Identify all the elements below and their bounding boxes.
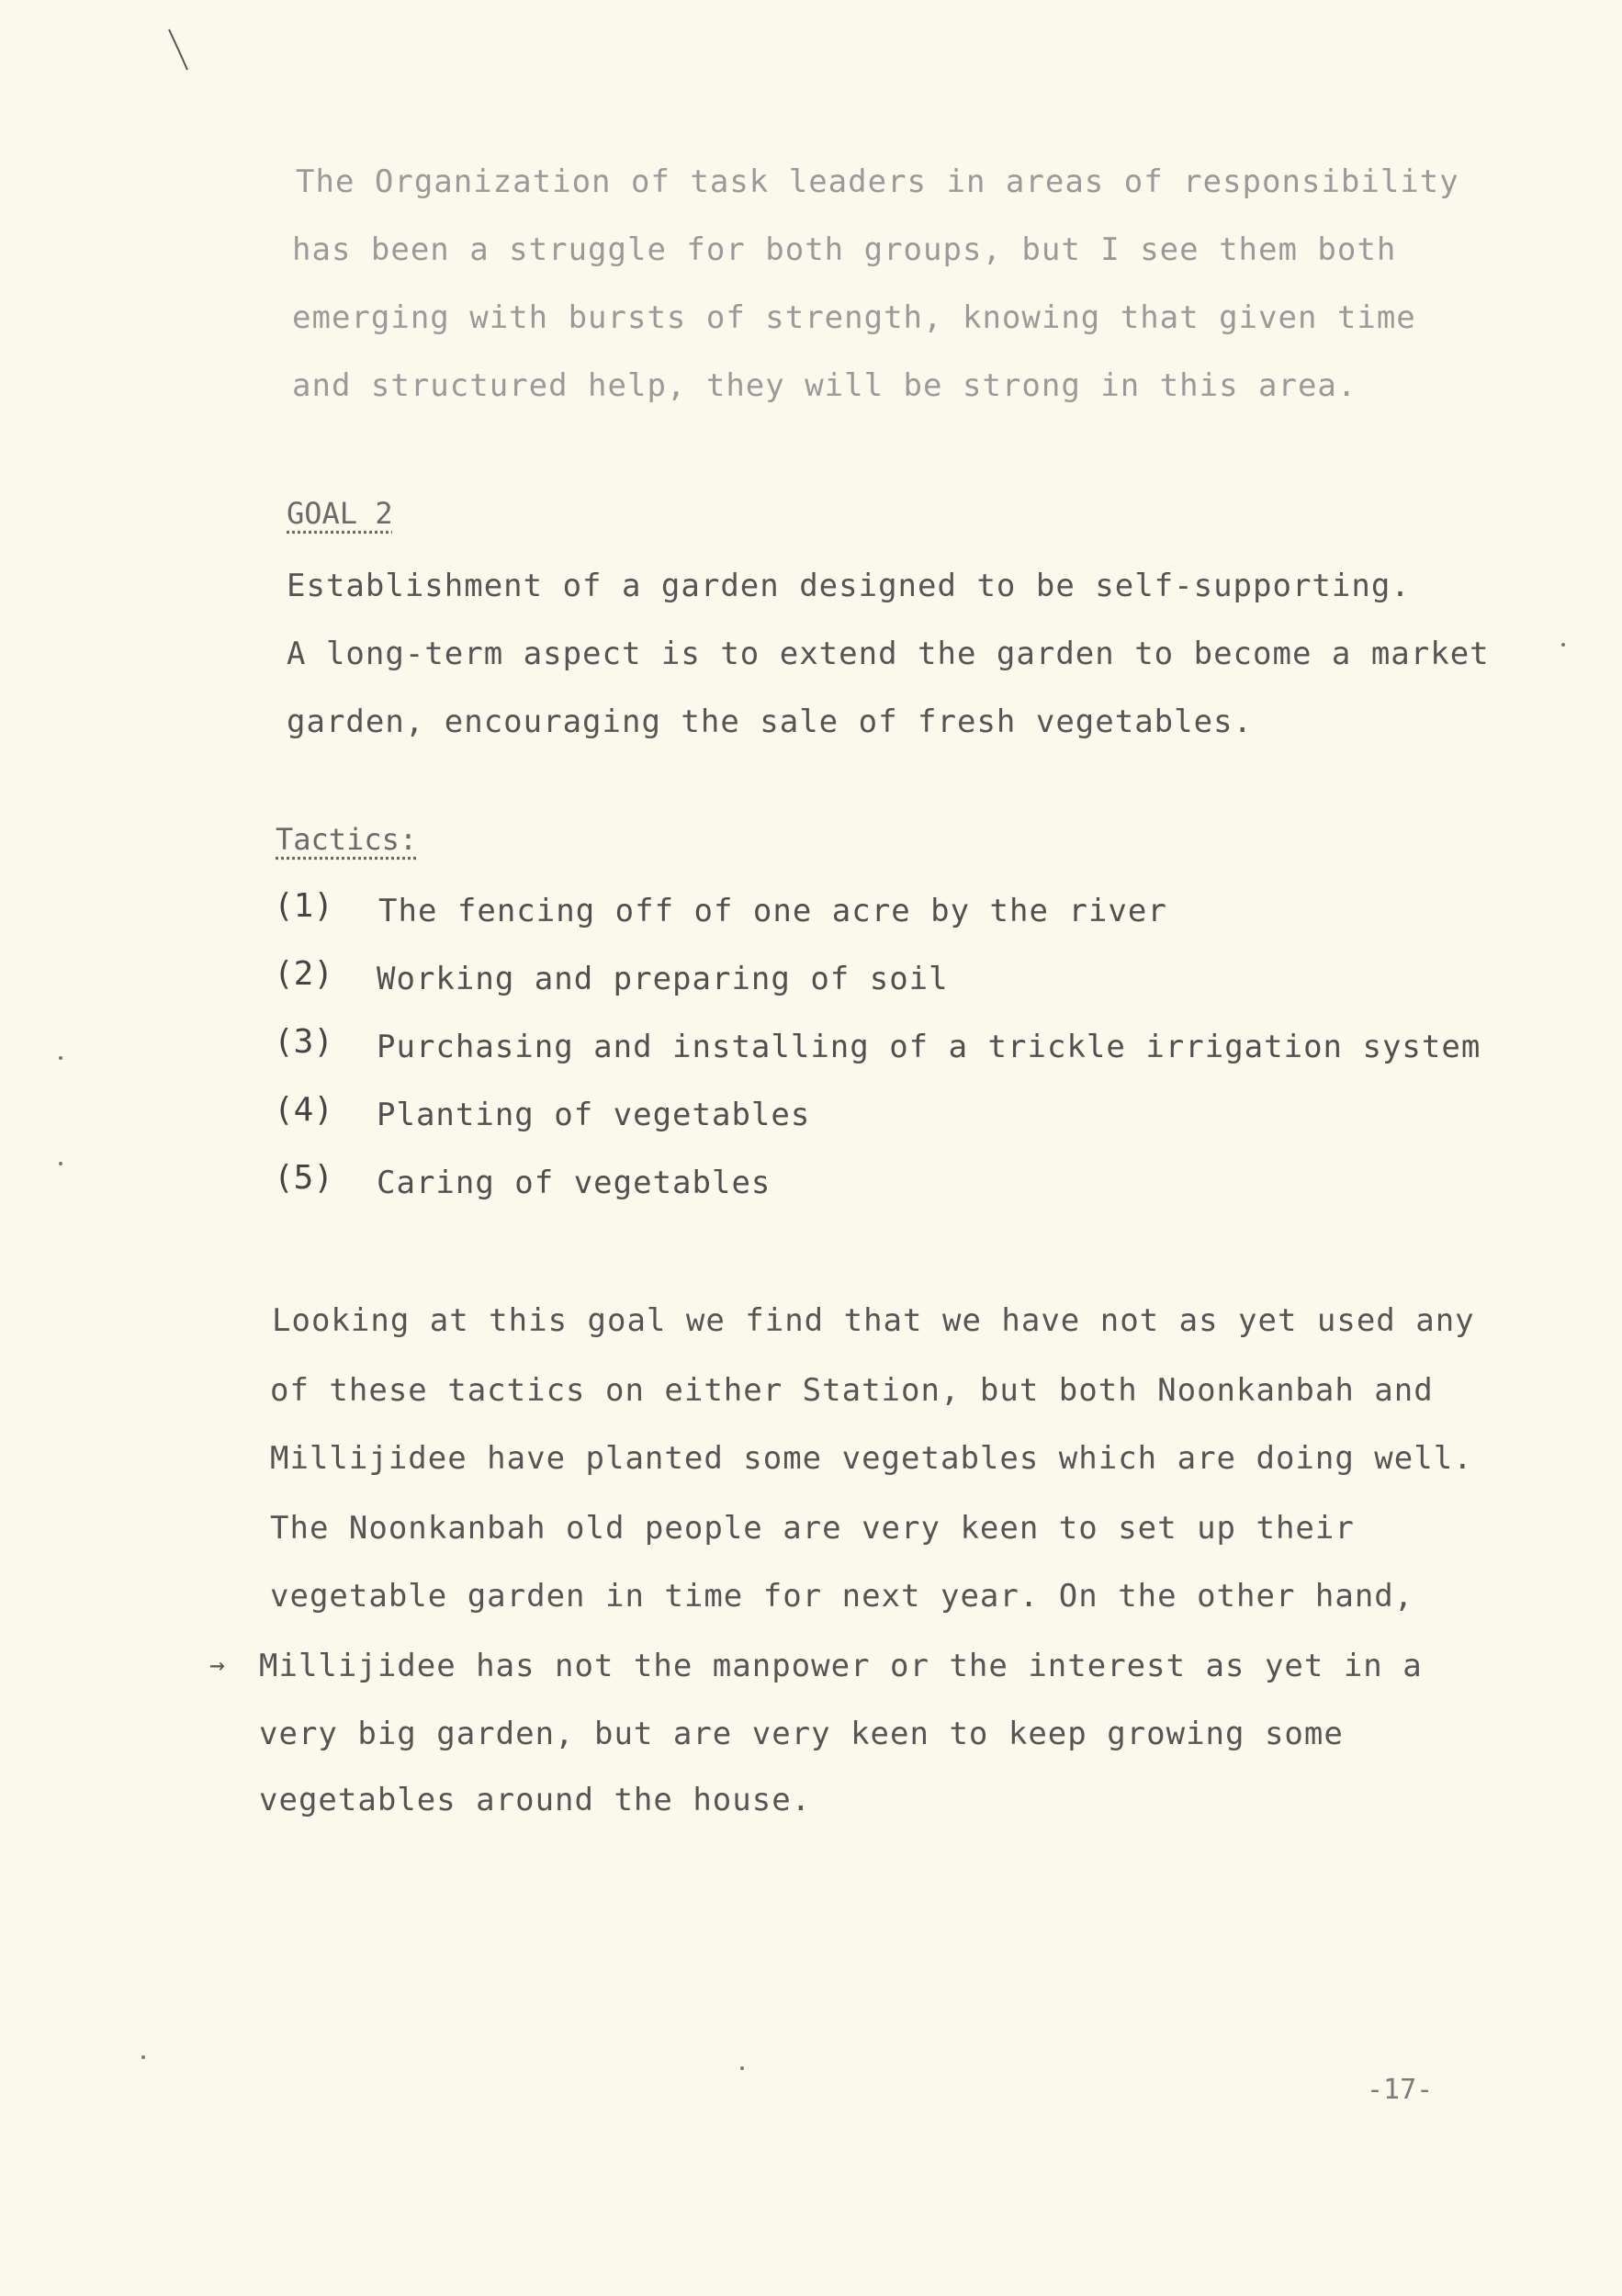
tactics-heading: Tactics:	[276, 822, 418, 857]
scan-speck	[740, 2066, 744, 2070]
observation-line-6: Millijidee has not the manpower or the interest as yet in a	[259, 1648, 1423, 1684]
tactic-text: The fencing off of one acre by the river	[378, 893, 1167, 929]
scan-speck	[141, 2055, 145, 2059]
page-number: -17-	[1367, 2074, 1434, 2106]
observation-line-7: very big garden, but are very keen to keep growing some	[259, 1716, 1344, 1752]
intro-line-2: has been a struggle for both groups, but I see them both	[292, 231, 1397, 268]
tactic-number: (2)	[274, 955, 334, 993]
tactic-text: Planting of vegetables	[377, 1097, 811, 1133]
tactic-number: (5)	[274, 1159, 334, 1197]
intro-line-4: and structured help, they will be strong in this area.	[292, 367, 1357, 404]
tactic-text: Working and preparing of soil	[377, 961, 949, 997]
tactic-text: Purchasing and installing of a trickle irrigation system	[377, 1029, 1481, 1065]
intro-line-1: The Organization of task leaders in areas of responsibility	[296, 163, 1459, 200]
margin-arrow-mark: →	[209, 1649, 225, 1680]
intro-line-3: emerging with bursts of strength, knowing that given time	[292, 299, 1416, 336]
observation-line-8: vegetables around the house.	[259, 1782, 812, 1818]
goal-line-1: Establishment of a garden designed to be self-supporting.	[287, 568, 1411, 604]
scan-speck	[59, 1056, 62, 1060]
tactic-number: (1)	[274, 887, 334, 925]
scan-speck	[1561, 643, 1565, 647]
goal-heading: GOAL 2	[287, 496, 393, 531]
scan-speck	[59, 1162, 62, 1165]
goal-line-2: A long-term aspect is to extend the garden to become a market	[287, 636, 1490, 672]
observation-line-4: The Noonkanbah old people are very keen to set up their	[270, 1510, 1355, 1547]
observation-line-5: vegetable garden in time for next year. On the other hand,	[270, 1578, 1414, 1615]
tactic-number: (4)	[274, 1091, 334, 1129]
observation-line-3: Millijidee have planted some vegetables which are doing well.	[270, 1440, 1473, 1477]
tactic-number: (3)	[274, 1023, 334, 1061]
tactic-text: Caring of vegetables	[377, 1165, 772, 1201]
corner-pen-mark	[167, 28, 195, 73]
goal-line-3: garden, encouraging the sale of fresh vegetables.	[287, 703, 1254, 740]
observation-line-1: Looking at this goal we find that we have not as yet used any	[272, 1302, 1475, 1339]
observation-line-2: of these tactics on either Station, but both Noonkanbah and	[270, 1372, 1434, 1409]
